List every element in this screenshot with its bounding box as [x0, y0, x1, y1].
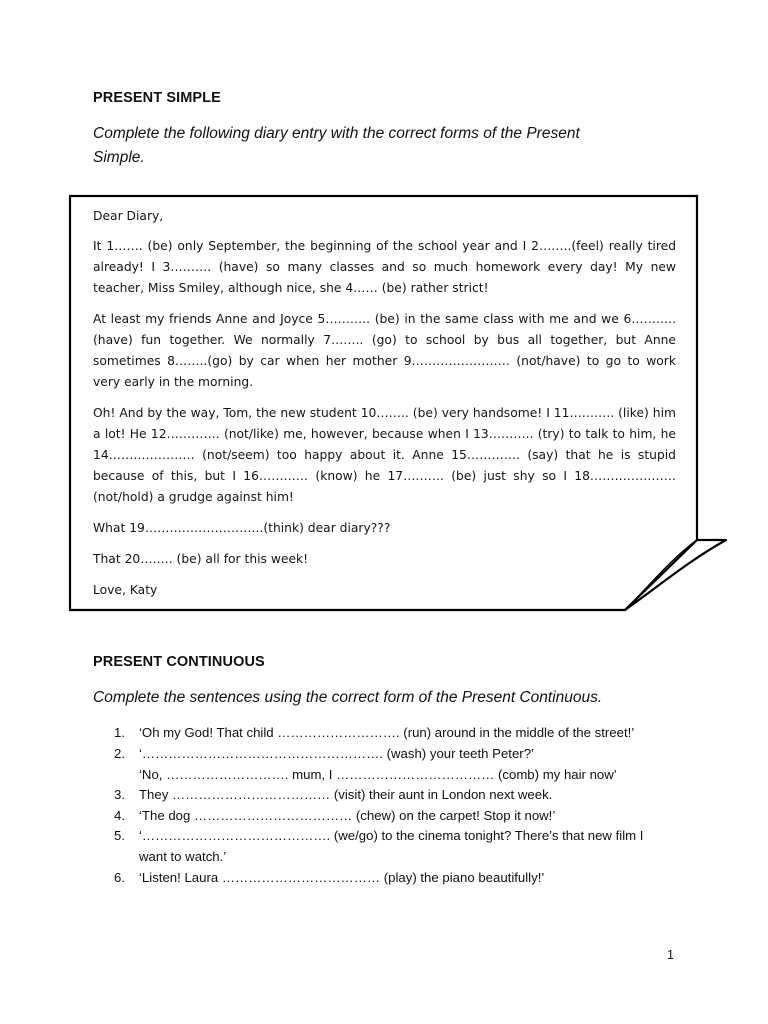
diary-paragraph: It 1……. (be) only September, the beginning of the school year and I 2……..(feel) really tired already! I 3………. (have) so many classes and so much homework every day! My new teacher, Miss Smiley, although nice, she 4…… (be) rather strict! [93, 239, 676, 295]
exercise-text: ‘Oh my God! That child ………………………. (run) around in the middle of the street!’ [139, 725, 635, 740]
section-heading-present-continuous: PRESENT CONTINUOUS [93, 654, 265, 670]
diary-paragraph: That 20…….. (be) all for this week! [93, 552, 309, 566]
section-instruction-present-continuous: Complete the sentences using the correct form of the Present Continuous. [93, 689, 603, 706]
exercise-text: ‘………………………………………………. (wash) your teeth Peter?’ [139, 746, 534, 761]
exercise-text: want to watch.’ [139, 849, 227, 864]
diary-signoff: Love, Katy [93, 583, 158, 597]
exercise-text: ‘Listen! Laura ……………………………… (play) the piano beautifully!’ [139, 870, 545, 885]
exercise-number: 1. [114, 725, 125, 740]
exercise-text: ‘The dog ……………………………… (chew) on the carpet! Stop it now!’ [139, 808, 556, 823]
exercise-number: 3. [114, 787, 125, 802]
diary-greeting: Dear Diary, [93, 209, 164, 223]
exercise-number: 6. [114, 870, 125, 885]
exercise-text: They ……………………………… (visit) their aunt in London next week. [139, 787, 553, 802]
diary-paragraph: Oh! And by the way, Tom, the new student 10…….. (be) very handsome! I 11……….. (like) him a lot! He 12…………. (not/like) me, however, because when I 13……….. (try) to talk to him, he 14………………… (not/seem) too happy about it. Anne 15…………. (say) that he is stupid because of this, but I 16………… (know) he 17………. (be) just shy so I 18………………… (not/hold) a grudge against him! [93, 406, 676, 504]
instruction-line: Complete the following diary entry with the correct forms of the Present [93, 125, 580, 142]
instruction-line: Simple. [93, 149, 145, 166]
exercise-number: 2. [114, 746, 125, 761]
diary-entry [93, 206, 676, 611]
diary-paragraph: At least my friends Anne and Joyce 5……….. (be) in the same class with me and we 6………..(have) fun together. We normally 7…….. (go) to school by bus all together, but Anne sometimes 8……..(go) by car when her mother 9…………………… (not/have) to go to work very early in the morning. [93, 312, 676, 389]
page-number: 1 [667, 948, 674, 962]
exercise-text: ‘……………………………………. (we/go) to the cinema tonight? There’s that new film I [139, 828, 644, 843]
section-heading-present-simple: PRESENT SIMPLE [93, 90, 221, 106]
exercise-number: 4. [114, 808, 125, 823]
diary-paragraph: What 19………………………..(think) dear diary??? [93, 521, 391, 535]
exercise-text: ‘No, ………………………. mum, I ……………………………… (comb) my hair now’ [139, 767, 617, 782]
exercise-number: 5. [114, 828, 125, 843]
